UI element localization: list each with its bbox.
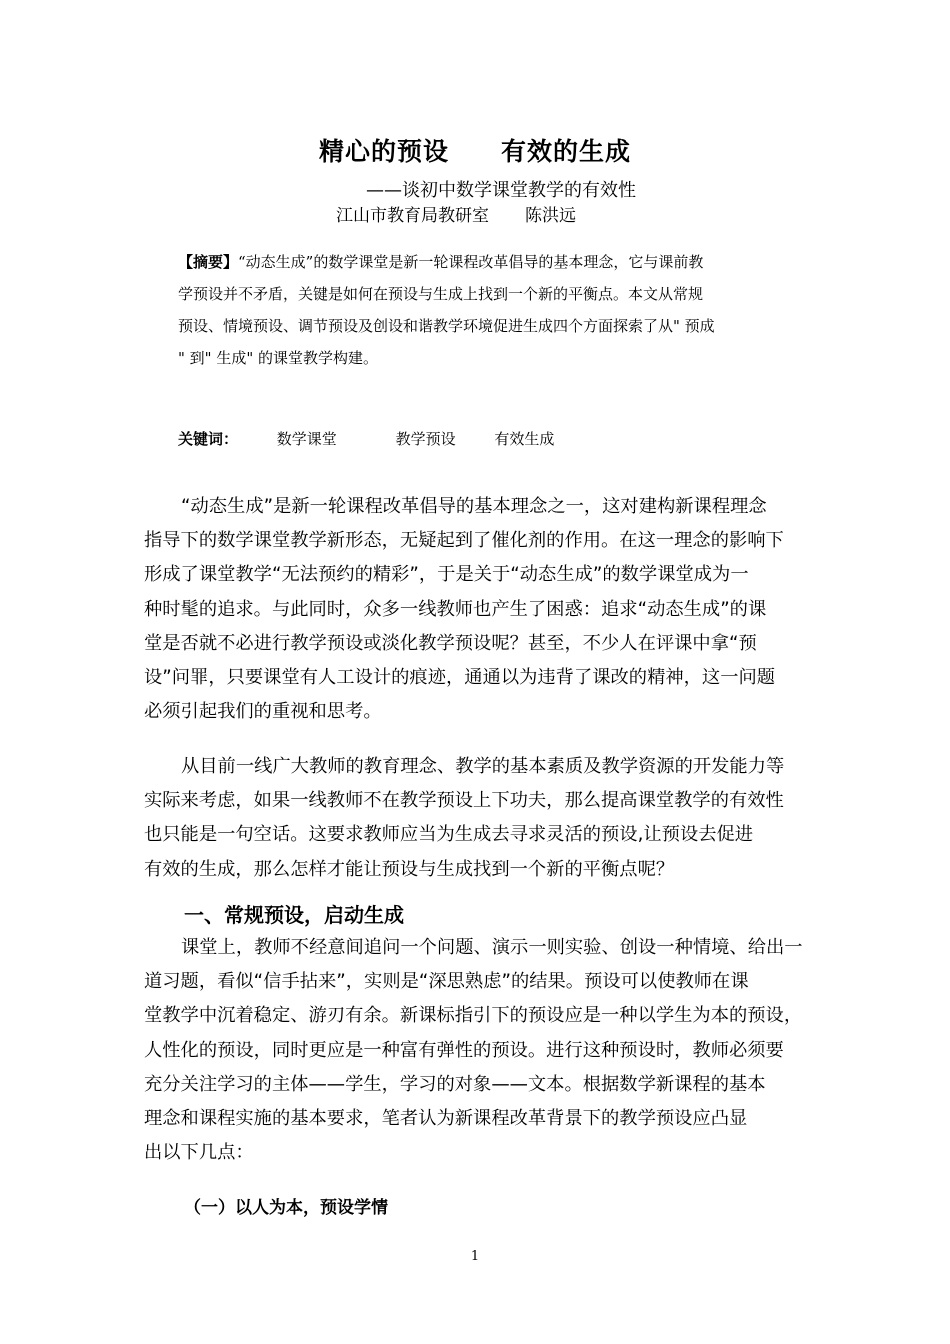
paragraph-line: 堂教学中沉着稳定、游刃有余。新课标指引下的预设应是一种以学生为本的预设， <box>144 1005 803 1027</box>
abstract-label: 【摘要】 <box>178 253 239 271</box>
body-paragraph <box>144 490 814 729</box>
paragraph-line: 指导下的数学课堂教学新形态，无疑起到了催化剂的作用。在这一理念的影响下 <box>144 530 784 552</box>
paragraph-line: 有效的生成，那么怎样才能让预设与生成找到一个新的平衡点呢？ <box>144 858 675 880</box>
paragraph-line: 形成了课堂教学“无法预约的精彩”，于是关于“动态生成”的数学课堂成为一 <box>144 564 749 586</box>
page-number: 1 <box>470 1249 480 1264</box>
paragraph-line: 必须引起我们的重视和思考。 <box>144 701 382 723</box>
paragraph-line: 从目前一线广大教师的教育理念、教学的基本素质及教学资源的开发能力等 <box>181 756 785 777</box>
title-part-1: 精心的预设 <box>318 137 449 166</box>
title-part-2: 有效的生成 <box>501 137 632 166</box>
paragraph-line: 理念和课程实施的基本要求，笔者认为新课程改革背景下的教学预设应凸显 <box>144 1108 748 1130</box>
abstract-block <box>178 246 778 374</box>
author-name: 陈洪远 <box>525 206 576 226</box>
document-subtitle: ——谈初中数学课堂教学的有效性 <box>366 180 636 201</box>
paragraph-line: 出以下几点： <box>144 1142 254 1164</box>
abstract-line: 预设、情境预设、调节预设及创设和谐教学环境促进生成四个方面探索了从" 预成 <box>178 317 715 335</box>
paragraph-line: 堂是否就不必进行教学预设或淡化教学预设呢？甚至，不少人在评课中拿“预 <box>144 632 757 654</box>
paragraph-line: 实际来考虑，如果一线教师不在教学预设上下功夫，那么提高课堂教学的有效性 <box>144 790 784 812</box>
paragraph-line: 人性化的预设，同时更应是一种富有弹性的预设。进行这种预设时，教师必须要 <box>144 1039 784 1061</box>
section-heading: 一、常规预设，启动生成 <box>184 903 404 927</box>
keywords-line <box>178 428 554 449</box>
abstract-line: 【摘要】“动态生成”的数学课堂是新一轮课程改革倡导的基本理念，它与课前教 <box>178 253 704 271</box>
body-paragraph <box>144 931 814 1170</box>
paragraph-line: 也只能是一句空话。这要求教师应当为生成去寻求灵活的预设,让预设去促进 <box>144 824 754 846</box>
paragraph-line: 种时髦的追求。与此同时，众多一线教师也产生了困惑：追求“动态生成”的课 <box>144 598 767 620</box>
abstract-line: " 到" 生成" 的课堂教学构建。 <box>178 349 379 367</box>
author-affiliation: 江山市教育局教研室 <box>336 206 489 226</box>
paragraph-line: 课堂上，教师不经意间追问一个问题、演示一则实验、创设一种情境、给出一 <box>181 937 803 958</box>
paragraph-line: 充分关注学习的主体——学生，学习的对象——文本。根据数学新课程的基本 <box>144 1073 766 1095</box>
keywords-label: 关键词： <box>178 430 239 448</box>
paragraph-line: “动态生成”是新一轮课程改革倡导的基本理念之一，这对建构新课程理念 <box>181 496 767 517</box>
keyword-item: 数学课堂 <box>276 430 337 448</box>
keyword-item: 教学预设 <box>395 430 456 448</box>
body-paragraph <box>144 750 814 887</box>
paragraph-line: 道习题，看似“信手拈来”，实则是“深思熟虑”的结果。预设可以使教师在课 <box>144 971 749 993</box>
author-line <box>336 201 576 226</box>
abstract-line: 学预设并不矛盾，关键是如何在预设与生成上找到一个新的平衡点。本文从常规 <box>178 285 704 303</box>
subsection-heading: （一）以人为本，预设学情 <box>184 1198 388 1218</box>
document-title <box>0 132 950 168</box>
paragraph-line: 设”问罪，只要课堂有人工设计的痕迹，通通以为违背了课改的精神，这一问题 <box>144 667 776 689</box>
keyword-item: 有效生成 <box>494 430 555 448</box>
